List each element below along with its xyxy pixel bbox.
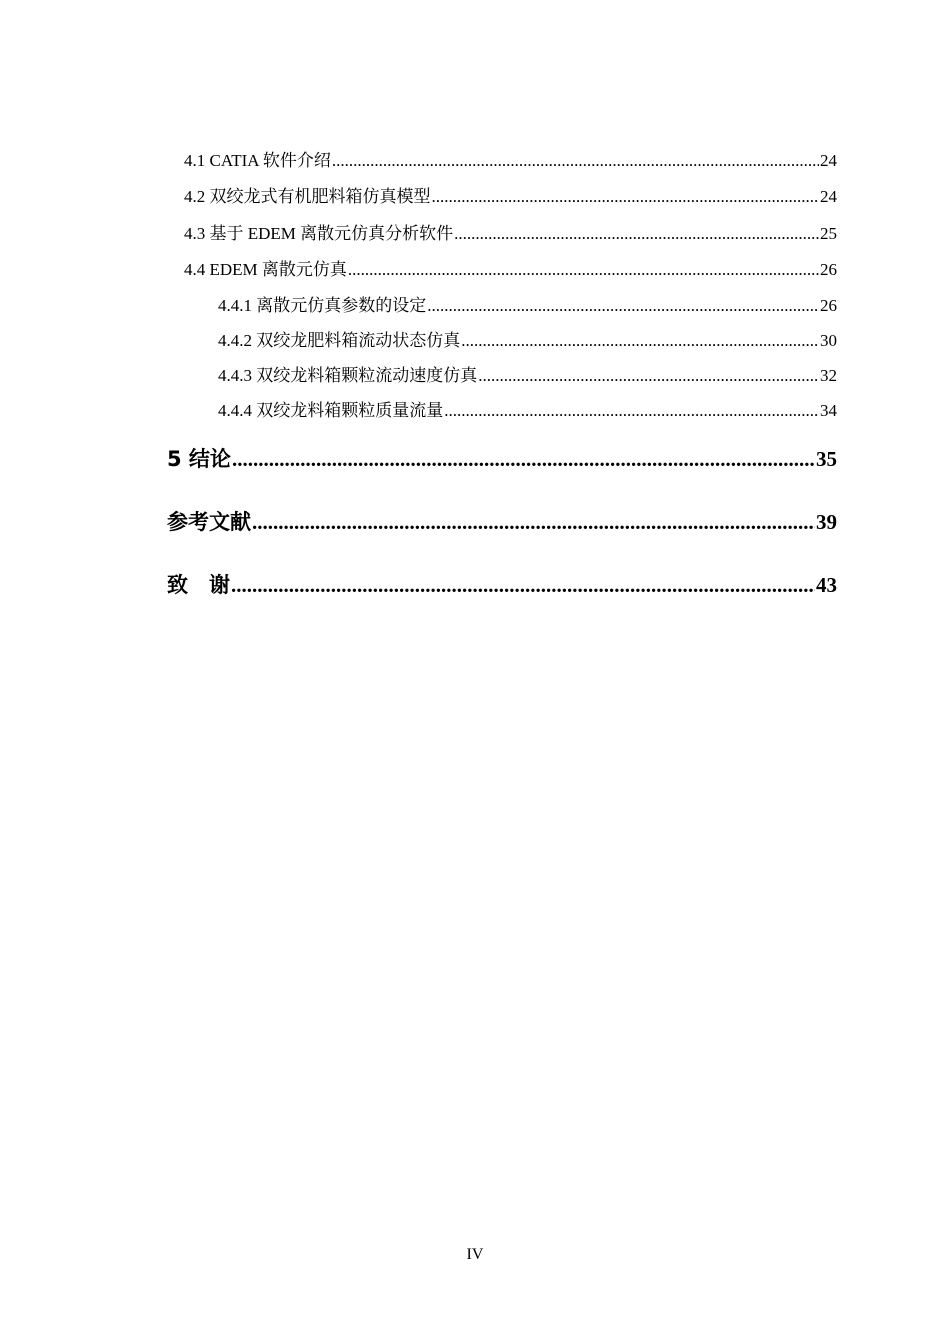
toc-entry-title: 4.3 基于 EDEM 离散元仿真分析软件 (184, 224, 454, 243)
toc-entry-4-4-4[interactable] (218, 396, 837, 421)
toc-entry-4-4[interactable] (184, 255, 837, 280)
toc-entry-page: 25 (820, 224, 837, 243)
dot-leader (478, 366, 819, 386)
toc-entry-title: 4.1 CATIA 软件介绍 (184, 151, 331, 170)
toc-entry-page: 24 (820, 151, 837, 170)
toc-entry-4-2[interactable] (184, 182, 837, 207)
dot-leader (332, 151, 819, 171)
toc-entry-4-3[interactable] (184, 219, 837, 244)
toc-entry-page: 39 (816, 510, 837, 534)
toc-entry-title: 4.4.3 双绞龙料箱颗粒流动速度仿真 (218, 366, 478, 385)
dot-leader (252, 510, 815, 535)
toc-entry-acknowledgements[interactable] (167, 569, 837, 599)
toc-entry-title: 4.4.4 双绞龙料箱颗粒质量流量 (218, 401, 444, 420)
dot-leader (348, 260, 819, 280)
toc-entry-page: 30 (820, 331, 837, 350)
toc-entry-title: 4.4.2 双绞龙肥料箱流动状态仿真 (218, 331, 461, 350)
toc-entry-page: 34 (820, 401, 837, 420)
toc-entry-title: 参考文献 (167, 510, 251, 534)
page-number: IV (466, 1246, 484, 1263)
toc-entry-references[interactable] (167, 506, 837, 536)
toc-entry-title: 4.4 EDEM 离散元仿真 (184, 260, 347, 279)
toc-entry-4-4-1[interactable] (218, 291, 837, 316)
toc-entry-page: 24 (820, 187, 837, 206)
toc-entry-4-4-2[interactable] (218, 326, 837, 351)
dot-leader (444, 401, 819, 421)
toc-entry-5-conclusion[interactable] (167, 443, 837, 473)
dot-leader (231, 573, 815, 598)
toc-entry-page: 43 (816, 573, 837, 597)
dot-leader (432, 187, 820, 207)
toc-entry-title: 致 谢 (167, 573, 230, 597)
toc-entry-title: 5 结论 (167, 447, 231, 471)
toc-entry-4-1[interactable] (184, 146, 837, 171)
dot-leader (232, 447, 815, 472)
dot-leader (454, 224, 819, 244)
toc-entry-page: 26 (820, 260, 837, 279)
toc-entry-page: 35 (816, 447, 837, 471)
toc-entry-title: 4.2 双绞龙式有机肥料箱仿真模型 (184, 187, 431, 206)
toc-entry-page: 26 (820, 296, 837, 315)
dot-leader (427, 296, 819, 316)
toc-entry-4-4-3[interactable] (218, 361, 837, 386)
toc-entry-page: 32 (820, 366, 837, 385)
dot-leader (461, 331, 819, 351)
toc-entry-title: 4.4.1 离散元仿真参数的设定 (218, 296, 427, 315)
